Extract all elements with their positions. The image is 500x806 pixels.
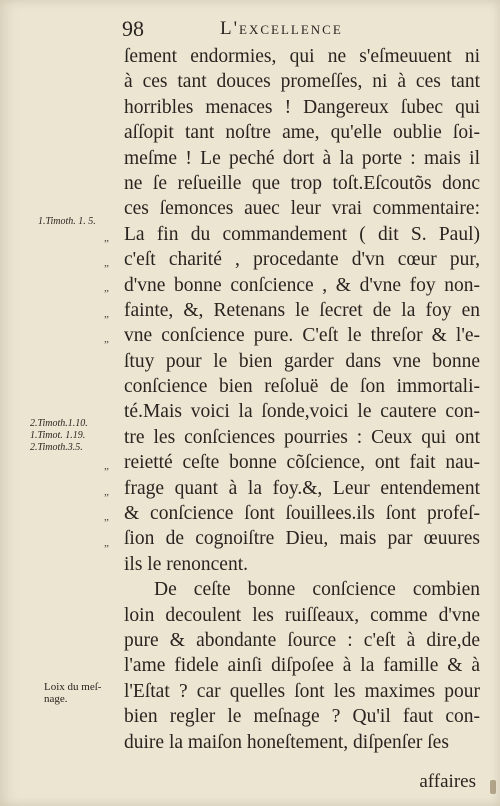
text-line: reietté ceſte bonne cõſcience, ont fait nau- — [124, 452, 480, 474]
text-line: conſcience bien reſoluë de ſon immortali- — [124, 376, 480, 398]
text-line: l'ame fidele ainſi diſpoſee à la famille & à — [124, 655, 480, 677]
text-line: ne ſe reſueille que trop toſt.Eſcoutõs donc — [124, 172, 480, 194]
text-line: La fin du commandement ( dit S. Paul) — [124, 223, 480, 245]
text-line: c'eſt charité , procedante d'vn cœur pur, — [124, 249, 480, 271]
text-line: ils le renoncent. — [124, 553, 248, 575]
text-line: loin decoulent les ruiſſeaux, comme d'vne — [124, 604, 480, 626]
margin-ref-timothy-1-10: 2.Timoth.1.10. — [30, 418, 88, 429]
text-line: pure & abondante ſource : c'eſt à dire,de — [124, 629, 480, 651]
text-line: meſme ! Le peché dort à la porte : mais il — [124, 147, 480, 169]
quote-mark: „ — [104, 511, 109, 523]
text-line: ſtuy pour le bien garder dans vne bonne — [124, 350, 480, 372]
quote-mark: „ — [104, 460, 109, 472]
text-line: frage quant à la foy.&, Leur entendement — [124, 477, 480, 499]
quote-mark: „ — [104, 537, 109, 549]
text-line: De ceſte bonne conſcience combien — [154, 579, 480, 601]
text-line: ces ſemonces auec leur vrai commentaire: — [124, 198, 480, 220]
text-line: horribles menaces ! Dangereux ſubec qui — [124, 96, 480, 118]
page-header — [0, 14, 500, 44]
margin-ref-timothy-1-5: 1.Timoth. 1. 5. — [38, 216, 96, 227]
text-line: d'vne bonne conſcience , & d'vne foy non- — [124, 274, 480, 296]
margin-ref-timothy-1-19: 1.Timot. 1.19. — [30, 430, 86, 441]
side-note-line-2: nage. — [44, 693, 68, 705]
side-note-line-1: Loix du meſ- — [44, 681, 102, 693]
text-line: ſion de cognoiſtre Dieu, mais par œuures — [124, 528, 480, 550]
page-number: 98 — [122, 16, 144, 41]
text-line: té.Mais voici la ſonde,voici le cautere con- — [124, 401, 480, 423]
main-text-block — [124, 44, 480, 755]
text-line: aſſopit tant noſtre ame, qu'elle oublie ſoi- — [124, 122, 480, 144]
text-line: fainte, &, Retenans le ſecret de la foy en — [124, 299, 480, 321]
quote-mark: „ — [104, 486, 109, 498]
text-line: ſement endormies, qui ne s'eſmeuuent ni — [124, 46, 480, 67]
text-line: bien regler le meſnage ? Qu'il faut con- — [124, 706, 480, 728]
catchword: affaires — [419, 771, 476, 792]
text-line: duire la maiſon honeſtement, diſpenſer ſes — [124, 731, 449, 753]
running-head: L'excellence — [220, 18, 343, 39]
quote-mark: „ — [104, 282, 109, 294]
quote-mark: „ — [104, 257, 109, 269]
quote-mark: „ — [104, 308, 109, 320]
text-line: tre les conſciences pourries : Ceux qui ont — [124, 426, 480, 448]
page-edge-mark — [490, 780, 496, 794]
text-line: & conſcience ſont ſouillees.ils ſont profeſ- — [124, 503, 480, 525]
quote-mark: „ — [104, 232, 109, 244]
margin-ref-timothy-3-5: 2.Timoth.3.5. — [30, 442, 83, 453]
text-line: l'Eſtat ? car quelles ſont les maximes pour — [124, 680, 480, 702]
text-line: à ces tant douces promeſſes, ni à ces tant — [124, 71, 480, 93]
text-line: vne conſcience pure. C'eſt le threſor & l'e- — [124, 325, 480, 347]
quote-mark: „ — [104, 333, 109, 345]
